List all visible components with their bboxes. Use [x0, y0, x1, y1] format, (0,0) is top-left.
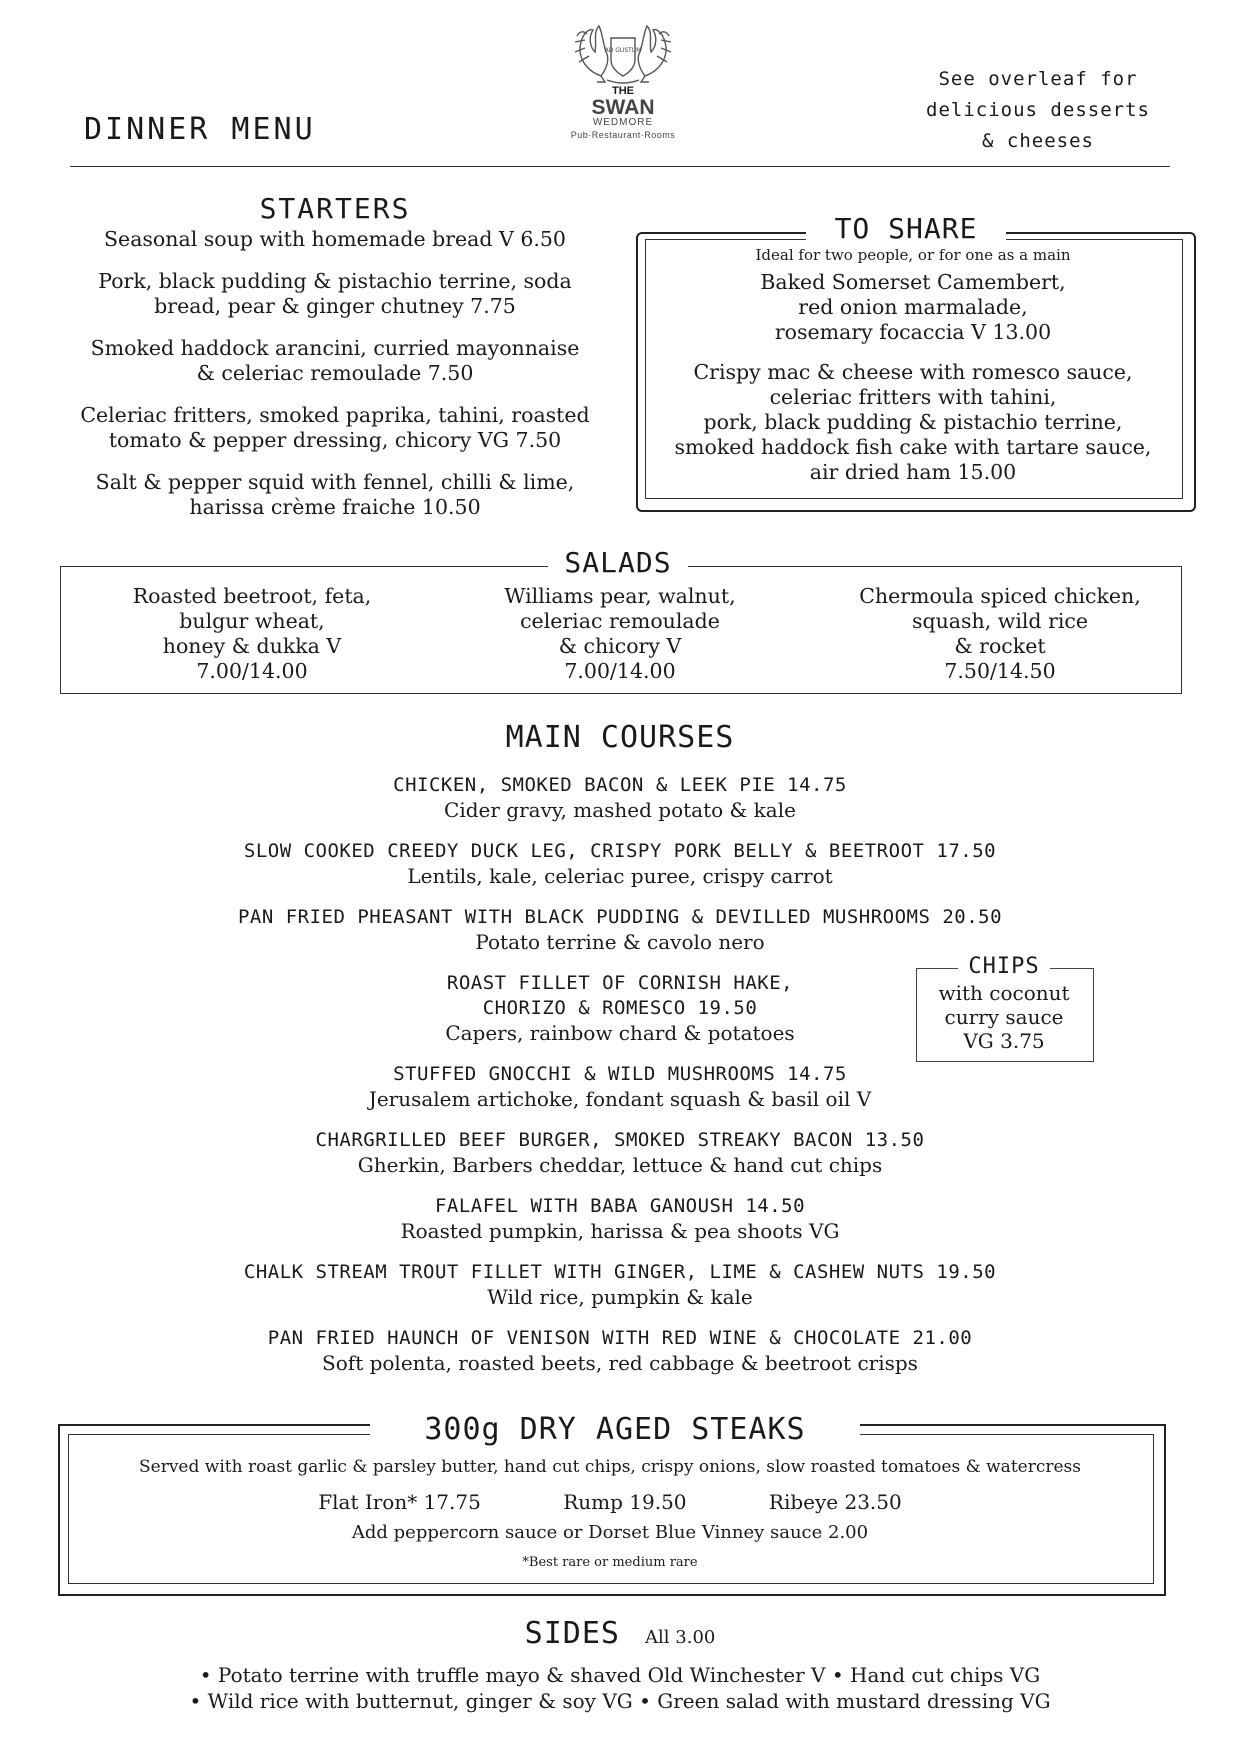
dish-name: CHARGRILLED BEEF BURGER, SMOKED STREAKY BACON 13.50 [315, 1129, 925, 1151]
dish-name: CHORIZO & ROMESCO 19.50 [482, 997, 758, 1019]
salad-line: bulgur wheat, [179, 609, 325, 633]
dish-description: Soft polenta, roasted beets, red cabbage & beetroot crisps [322, 1351, 918, 1375]
salad-line: & chicory V [558, 634, 682, 658]
share-line: rosemary focaccia V 13.00 [774, 320, 1052, 344]
dish-name: FALAFEL WITH BABA GANOUSH 14.50 [434, 1195, 806, 1217]
overleaf-note [918, 64, 1158, 157]
starter-item [40, 403, 630, 453]
mains-section [150, 773, 1090, 1392]
sides-price: All 3.00 [645, 1627, 716, 1648]
main-dish [150, 1128, 1090, 1178]
salad-item [840, 584, 1160, 684]
main-dish [150, 905, 1090, 955]
salad-line: Roasted beetroot, feta, [132, 584, 372, 608]
dish-description: Gherkin, Barbers cheddar, lettuce & hand cut chips [357, 1153, 883, 1177]
overleaf-line: delicious desserts [926, 99, 1150, 121]
share-line: Baked Somerset Camembert, [760, 270, 1066, 294]
dish-description: Potato terrine & cavolo nero [475, 930, 765, 954]
sides-line: • Potato terrine with truffle mayo & shaved Old Winchester V • Hand cut chips VG [199, 1663, 1041, 1687]
mains-heading: MAIN COURSES [505, 720, 735, 755]
starter-item [40, 227, 630, 252]
salad-line: squash, wild rice [911, 609, 1089, 633]
starter-line: Salt & pepper squid with fennel, chilli & lime, [95, 470, 575, 494]
dish-description: Cider gravy, mashed potato & kale [444, 798, 796, 822]
steak-footnote: *Best rare or medium rare [522, 1555, 698, 1570]
dish-description: Jerusalem artichoke, fondant squash & basil oil V [368, 1087, 872, 1111]
salad-line: Chermoula spiced chicken, [859, 584, 1141, 608]
salad-line: celeriac remoulade [520, 609, 720, 633]
main-dish [150, 773, 1090, 823]
starter-line: Smoked haddock arancini, curried mayonnaise [90, 336, 580, 360]
chips-line: with coconut [938, 981, 1070, 1005]
steaks-heading: 300g DRY AGED STEAKS [370, 1412, 860, 1447]
sides-line: • Wild rice with butternut, ginger & soy VG • Green salad with mustard dressing VG [189, 1689, 1051, 1713]
overleaf-line: & cheeses [982, 130, 1094, 152]
starter-item [40, 269, 630, 319]
dish-description: Roasted pumpkin, harissa & pea shoots VG [400, 1219, 840, 1243]
salad-item [92, 584, 412, 684]
share-line: Crispy mac & cheese with romesco sauce, [693, 360, 1133, 384]
header-divider [70, 166, 1170, 167]
salad-item [460, 584, 780, 684]
dish-name: ROAST FILLET OF CORNISH HAKE, [446, 972, 794, 994]
starter-line: & celeriac remoulade 7.50 [196, 361, 474, 385]
salad-line: honey & dukka V [162, 634, 342, 658]
share-line: celeriac fritters with tahini, [769, 385, 1057, 409]
logo-tagline: Pub·Restaurant·Rooms [570, 130, 676, 140]
swan-logo [548, 20, 698, 148]
starter-line: Seasonal soup with homemade bread V 6.50 [104, 227, 566, 251]
main-dish [150, 839, 1090, 889]
share-line: pork, black pudding & pistachio terrine, [703, 410, 1123, 434]
share-line: red onion marmalade, [798, 295, 1028, 319]
salad-price: 7.50/14.50 [944, 659, 1056, 683]
dish-description: Lentils, kale, celeriac puree, crispy carrot [407, 864, 833, 888]
share-section [648, 246, 1178, 500]
main-dish [150, 1260, 1090, 1310]
salad-line: & rocket [954, 634, 1046, 658]
dish-name: CHALK STREAM TROUT FILLET WITH GINGER, LIME & CASHEW NUTS 19.50 [243, 1261, 997, 1283]
chips-line: curry sauce [944, 1005, 1064, 1029]
dish-name: SLOW COOKED CREEDY DUCK LEG, CRISPY PORK BELLY & BEETROOT 17.50 [243, 840, 997, 862]
menu-title: DINNER MENU [84, 112, 316, 147]
starter-item [40, 470, 630, 520]
dish-name: CHICKEN, SMOKED BACON & LEEK PIE 14.75 [393, 774, 847, 796]
starter-line: Pork, black pudding & pistachio terrine, soda [98, 269, 572, 293]
dish-description: Wild rice, pumpkin & kale [487, 1285, 753, 1309]
starter-line: Celeriac fritters, smoked paprika, tahini, roasted [80, 403, 590, 427]
steak-cut: Flat Iron* 17.75 [318, 1490, 481, 1514]
main-dish [150, 1194, 1090, 1244]
share-line: air dried ham 15.00 [809, 460, 1017, 484]
dish-name: PAN FRIED PHEASANT WITH BLACK PUDDING & DEVILLED MUSHROOMS 20.50 [237, 906, 1003, 928]
starter-line: harissa crème fraiche 10.50 [189, 495, 481, 519]
steak-cut: Rump 19.50 [563, 1490, 687, 1514]
logo-the: THE [612, 85, 634, 97]
steak-cuts [70, 1489, 1150, 1515]
salad-price: 7.00/14.00 [564, 659, 676, 683]
share-heading: TO SHARE [806, 212, 1006, 245]
chips-heading: CHIPS [958, 954, 1050, 979]
steaks-section [70, 1455, 1150, 1573]
steak-sauce: Add peppercorn sauce or Dorset Blue Vinney sauce 2.00 [351, 1522, 869, 1543]
sides-title: SIDES [524, 1616, 620, 1651]
salad-price: 7.00/14.00 [196, 659, 308, 683]
starters-heading: STARTERS [259, 192, 411, 225]
dish-name: PAN FRIED HAUNCH OF VENISON WITH RED WINE & CHOCOLATE 21.00 [267, 1327, 973, 1349]
starter-line: tomato & pepper dressing, chicory VG 7.50 [108, 428, 562, 452]
svg-text:AD GUSTUM: AD GUSTUM [604, 47, 642, 54]
salads-heading: SALADS [548, 546, 688, 579]
starter-item [40, 336, 630, 386]
overleaf-line: See overleaf for [938, 68, 1138, 90]
main-dish [150, 1326, 1090, 1376]
share-item [648, 270, 1178, 345]
share-item [648, 360, 1178, 485]
share-note: Ideal for two people, or for one as a main [755, 246, 1071, 264]
starter-line: bread, pear & ginger chutney 7.75 [154, 294, 516, 318]
chips-line: VG 3.75 [963, 1029, 1045, 1053]
sides-list [60, 1662, 1180, 1714]
logo-name: SWAN [591, 96, 655, 119]
logo-place: WEDMORE [592, 117, 654, 128]
steaks-served-with: Served with roast garlic & parsley butter, hand cut chips, crispy onions, slow roasted tomatoes & watercress [139, 1457, 1081, 1477]
sides-heading [420, 1616, 820, 1651]
dish-name: STUFFED GNOCCHI & WILD MUSHROOMS 14.75 [393, 1063, 847, 1085]
share-line: smoked haddock fish cake with tartare sauce, [674, 435, 1152, 459]
main-dish [150, 1062, 1090, 1112]
heraldic-swans-crest-icon [563, 20, 683, 88]
salad-line: Williams pear, walnut, [504, 584, 736, 608]
chips-description [916, 981, 1092, 1053]
dish-description: Capers, rainbow chard & potatoes [445, 1021, 795, 1045]
steak-cut: Ribeye 23.50 [768, 1490, 902, 1514]
starters-section [40, 192, 630, 537]
